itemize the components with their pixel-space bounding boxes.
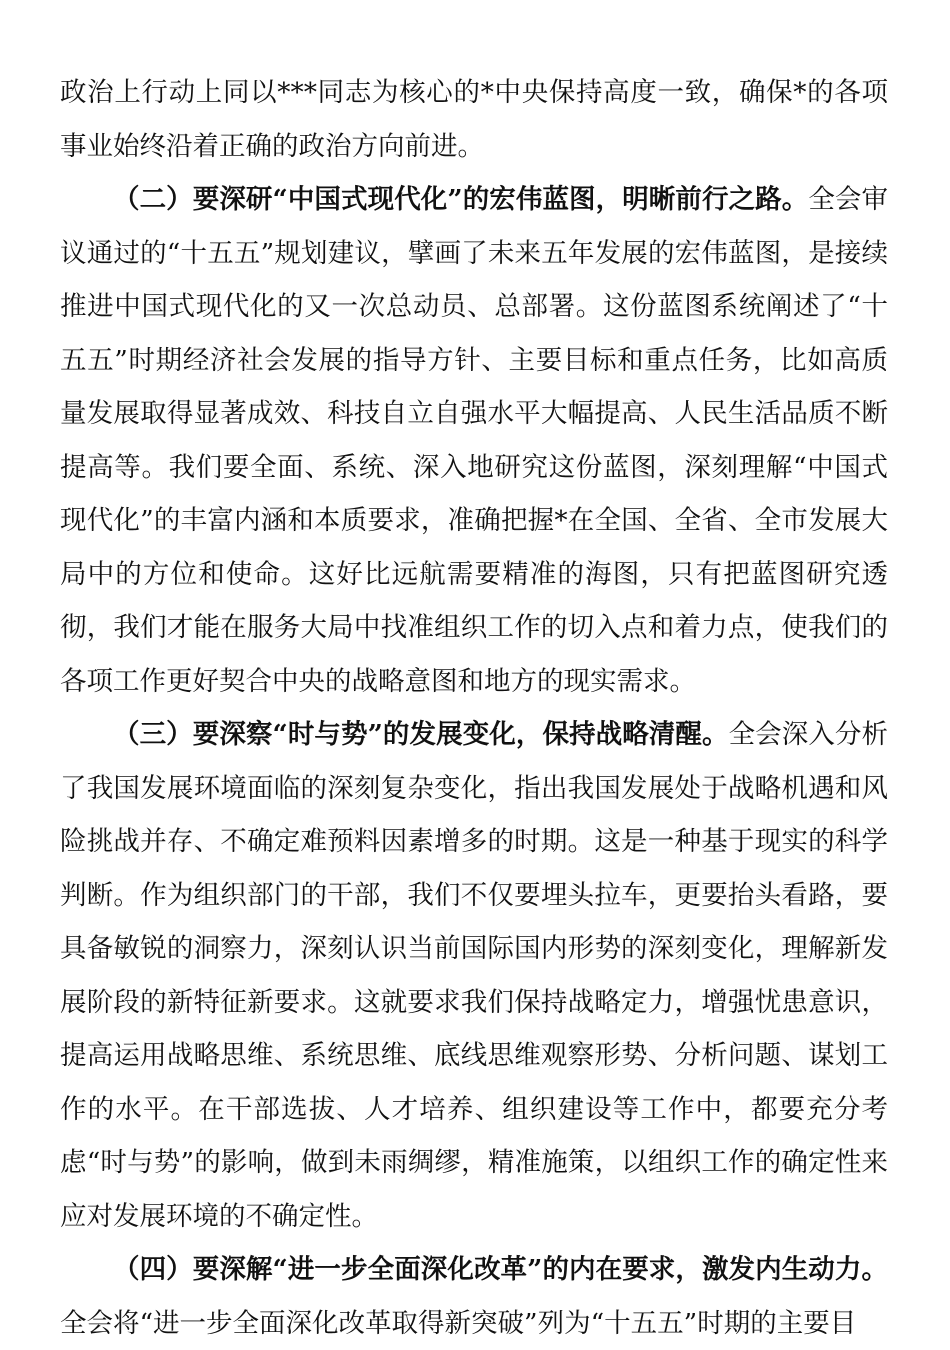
document-page xyxy=(60,66,888,1350)
paragraph-section-2 xyxy=(60,173,888,708)
paragraph-body: 全会深入分析了我国发展环境面临的深刻复杂变化，指出我国发展处于战略机遇和风险挑战并存、不确定难预料因素增多的时期。这是一种基于现实的科学判断。作为组织部门的干部，我们不仅要埋头拉车，更要抬头看路，要具备敏锐的洞察力，深刻认识当前国际国内形势的深刻变化，理解新发展阶段的新特征新要求。这就要求我们保持战略定力，增强忧患意识，提高运用战略思维、系统思维、底线思维观察形势、分析问题、谋划工作的水平。在干部选拔、人才培养、组织建设等工作中，都要充分考虑“时与势”的影响，做到未雨绸缪，精准施策，以组织工作的确定性来应对发展环境的不确定性。 xyxy=(60,719,888,1232)
section-heading: （四）要深解“进一步全面深化改革”的内在要求，激发内生动力。 xyxy=(113,1254,888,1285)
paragraph-body: 全会审议通过的“十五五”规划建议，擘画了未来五年发展的宏伟蓝图，是接续推进中国式现代化的又一次总动员、总部署。这份蓝图系统阐述了“十五五”时期经济社会发展的指导方针、主要目标和重点任务，比如高质量发展取得显著成效、科技自立自强水平大幅提高、人民生活品质不断提高等。我们要全面、系统、深入地研究这份蓝图，深刻理解“中国式现代化”的丰富内涵和本质要求，准确把握*在全国、全省、全市发展大局中的方位和使命。这好比远航需要精准的海图，只有把蓝图研究透彻，我们才能在服务大局中找准组织工作的切入点和着力点，使我们的各项工作更好契合中央的战略意图和地方的现实需求。 xyxy=(60,184,888,697)
paragraph-body: 全会将“进一步全面深化改革取得新突破”列为“十五五”时期的主要目 xyxy=(60,1307,857,1339)
section-heading: （二）要深研“中国式现代化”的宏伟蓝图，明晰前行之路。 xyxy=(113,184,809,215)
paragraph-section-4 xyxy=(60,1243,888,1350)
paragraph-body: 政治上行动上同以***同志为核心的*中央保持高度一致，确保*的各项事业始终沿着正确的政治方向前进。 xyxy=(60,77,888,162)
paragraph-section-3 xyxy=(60,708,888,1243)
section-heading: （三）要深察“时与势”的发展变化，保持战略清醒。 xyxy=(113,719,729,750)
paragraph-continuation xyxy=(60,66,888,173)
